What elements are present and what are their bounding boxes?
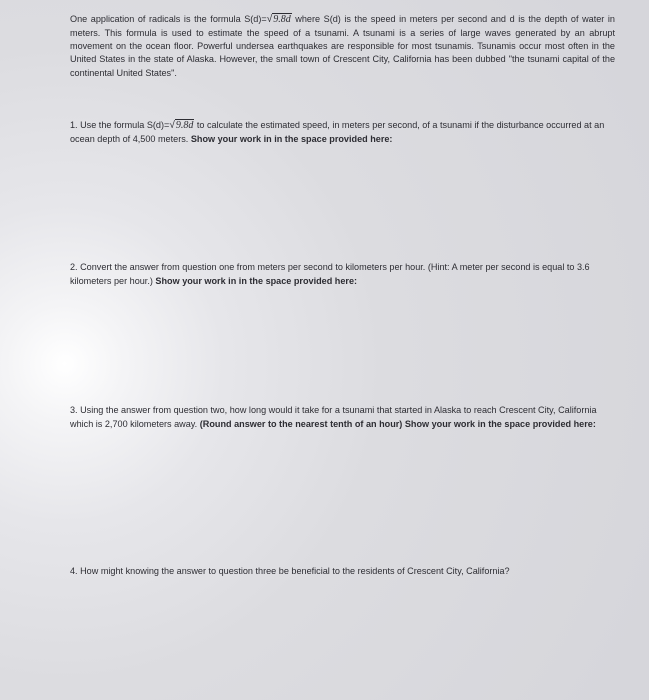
question-4-text: 4. How might knowing the answer to question three be beneficial to the residents of Crescent City, California? [70,566,510,577]
intro-text-start: One application of radicals is the formula S(d)= [70,14,267,25]
question-1 [70,119,615,146]
question-2-instruction: Show your work in in the space provided here: [155,275,358,286]
question-3-text: 3. Using the answer from question two, how long would it take for a tsunami that started in Alaska to reach Crescent City, California which is 2,700 kilometers away. [70,405,597,429]
question-1-text-rest: to calculate the estimated speed, in meters per second, of a tsunami if the disturbance occurred at an ocean depth of 4,500 meters. [70,120,605,144]
question-4 [70,565,615,578]
radical-expression [267,13,292,26]
square-root-icon: √ [169,120,175,132]
radicand: 9.8d [175,120,194,132]
radical-expression [169,119,194,132]
question-3-instruction: (Round answer to the nearest tenth of an hour) Show your work in the space provided here: [199,418,596,429]
square-root-icon: √ [266,14,273,26]
intro-paragraph [70,13,615,80]
intro-text-rest: where S(d) is the speed in meters per second and d is the depth of water in meters. This formula is used to estimate the speed of a tsunami. A tsunami is a series of large waves generated by an abrupt movement on the ocean floor. Powerful undersea earthquakes are responsible for most tsunamis. Tsunamis occur most often in the United States in the state of Alaska. However, the small town of Crescent City, California has been dubbed "the tsunami capital of the continental United States". [70,14,615,78]
radicand: 9.8d [273,14,291,26]
question-3 [70,404,615,431]
question-1-instruction: Show your work in in the space provided here: [190,133,393,144]
question-1-text-start: 1. Use the formula S(d)= [70,120,170,131]
question-2 [70,261,615,288]
question-2-text: 2. Convert the answer from question one from meters per second to kilometers per hour. (Hint: A meter per second is equal to 3.6 kilometers per hour.) [70,262,590,286]
